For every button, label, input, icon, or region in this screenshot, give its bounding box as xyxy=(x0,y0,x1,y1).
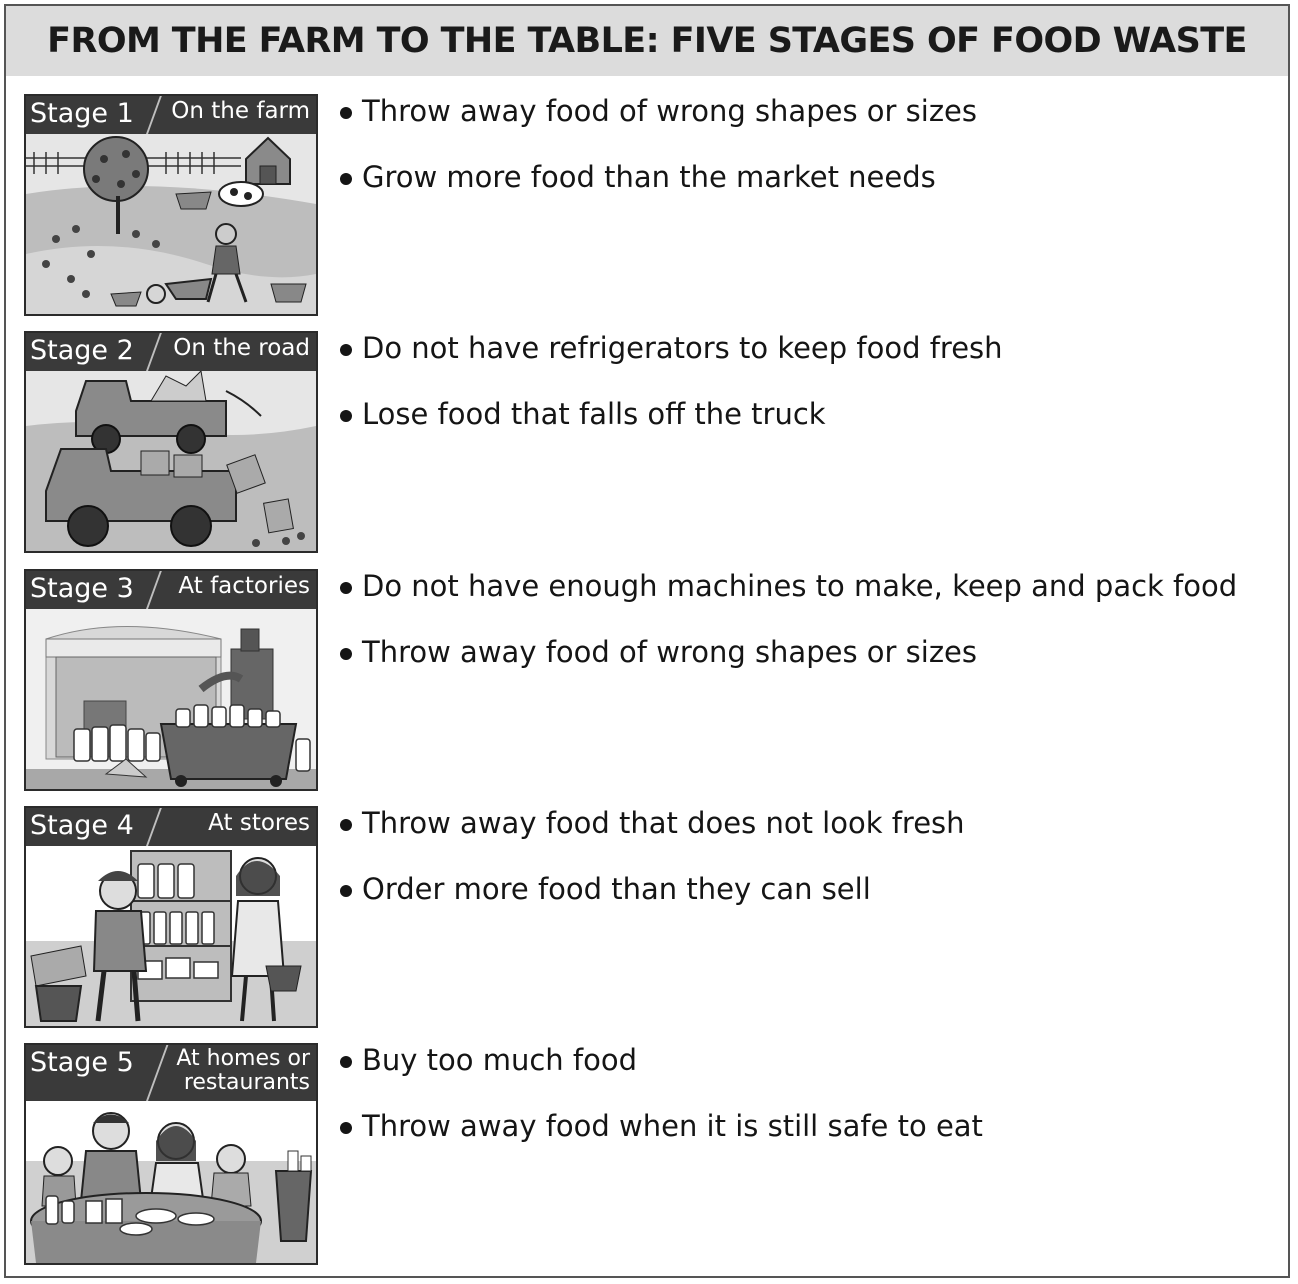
stage-2-card xyxy=(24,331,318,553)
label-divider xyxy=(146,571,162,609)
label-divider xyxy=(146,333,162,371)
label-divider xyxy=(146,1045,168,1101)
reason-item: Order more food than they can sell xyxy=(338,872,1278,906)
reason-item: Buy too much food xyxy=(338,1043,1278,1077)
reason-item: Grow more food than the market needs xyxy=(338,160,1278,194)
stage-place-line-2: restaurants xyxy=(183,1070,310,1095)
stage-number: Stage 1 xyxy=(30,98,134,129)
stage-place-line-1: At homes or xyxy=(176,1046,310,1071)
reason-item: Throw away food when it is still safe to eat xyxy=(338,1109,1278,1143)
stage-3-label-bar xyxy=(26,571,316,609)
stage-4-row xyxy=(24,806,1274,1028)
factory-illustration xyxy=(26,609,316,789)
reason-item: Lose food that falls off the truck xyxy=(338,397,1278,431)
home-illustration xyxy=(26,1101,316,1263)
stage-place: On the farm xyxy=(171,98,310,124)
stage-number: Stage 2 xyxy=(30,335,134,366)
stage-5-label-bar xyxy=(26,1045,316,1101)
stage-2-row xyxy=(24,331,1274,553)
stage-5-row xyxy=(24,1043,1274,1265)
stage-3-card xyxy=(24,569,318,791)
stage-place: At stores xyxy=(208,810,310,836)
reason-item: Throw away food of wrong shapes or sizes xyxy=(338,635,1278,669)
reason-item: Throw away food that does not look fresh xyxy=(338,806,1278,840)
stage-2-reasons xyxy=(338,331,1278,463)
stage-3-row xyxy=(24,569,1274,791)
stage-place: On the road xyxy=(173,335,310,361)
store-illustration xyxy=(26,846,316,1026)
stage-1-card xyxy=(24,94,318,316)
stage-1-row xyxy=(24,94,1274,316)
label-divider xyxy=(146,808,162,846)
stage-place: At factories xyxy=(178,573,310,599)
stage-2-label-bar xyxy=(26,333,316,371)
stage-number: Stage 3 xyxy=(30,573,134,604)
stage-5-card xyxy=(24,1043,318,1265)
stage-number: Stage 5 xyxy=(30,1047,134,1078)
label-divider xyxy=(146,96,162,134)
stage-4-label-bar xyxy=(26,808,316,846)
farm-illustration xyxy=(26,134,316,314)
stage-3-reasons xyxy=(338,569,1278,701)
reason-item: Do not have refrigerators to keep food fresh xyxy=(338,331,1278,365)
stage-5-reasons xyxy=(338,1043,1278,1175)
reason-item: Throw away food of wrong shapes or sizes xyxy=(338,94,1278,128)
title-banner xyxy=(6,6,1288,76)
stage-number: Stage 4 xyxy=(30,810,134,841)
truck-illustration xyxy=(26,371,316,551)
stage-place xyxy=(176,1047,310,1095)
reason-item: Do not have enough machines to make, keep and pack food xyxy=(338,569,1278,603)
stage-4-card xyxy=(24,806,318,1028)
stage-1-reasons xyxy=(338,94,1278,226)
stage-4-reasons xyxy=(338,806,1278,938)
page-title: FROM THE FARM TO THE TABLE: FIVE STAGES OF FOOD WASTE xyxy=(47,21,1247,61)
stage-1-label-bar xyxy=(26,96,316,134)
